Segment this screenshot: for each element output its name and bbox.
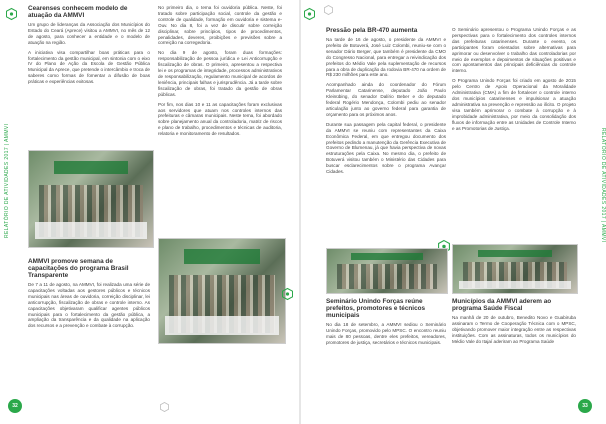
- article-title: Municípios da AMMVI aderem ao programa Saúde Fiscal: [452, 298, 552, 312]
- article-paragraph: Um grupo de lideranças da Associação dos Municípios do Estado do Ceará (Aprece) visitou a AMMVI, no mês de 12 de agosto, para conhecer a entidade e o modelo de atuação na região.: [28, 22, 150, 45]
- article-paragraph: Na manhã de 20 de outubro, Benedito Novo e Guabiruba assinaram o Termo de Cooperação Técnica com o MPSC, objetivando promover maior integração entre as respectivas instituições. Com as assinaturas, todos os municípios do Médio Vale do Itajaí aderiram ao Programa Saúde: [452, 315, 576, 344]
- left-page: [0, 0, 300, 424]
- article-paragraph: No dia 18 de setembro, a AMMVI sediou o Seminário Unindo Forças, promovido pelo MPSC. O encontro reuniu mais de 80 pessoas, dentre eles prefeitos, vereadores, promotores de justiça, secretários e técnicos municipais.: [326, 322, 446, 345]
- page-number-left: 32: [8, 399, 22, 413]
- page-gutter: [299, 0, 301, 424]
- article-saude-fiscal: [452, 298, 576, 349]
- article-title: Seminário Unindo Forças reúne prefeitos, promotores e técnicos municipais: [326, 298, 426, 319]
- article-title: AMMVI promove semana de capacitações do programa Brasil Transparente: [28, 258, 129, 279]
- side-label-right: RELATÓRIO DE ATIVIDADES 2017 | AMMVI: [600, 128, 606, 243]
- photo-aprece-meeting: [28, 150, 154, 248]
- side-label-left: RELATÓRIO DE ATIVIDADES 2017 | AMMVI: [4, 123, 10, 238]
- article-paragraph: O Seminário apresentou o Programa Unindo Forças e as perspectivas para o fortalecimento dos controles internos das prefeituras catarinenses. Durante o evento, os participantes foram orientados sobre alternativas para aprimorar ou desenvolver o trabalho das controladorias por meio de exemplos e depoimentos de situações positivas e com apontamentos das principais deficiências do controle interno.: [452, 27, 576, 74]
- article-paragraph: No primeiro dia, o tema foi ouvidoria pública. Neste, foi tratado sobre participação social, controle da gestão e controle de qualidade, formação em ouvidoria e sistema e-Ouv. No dia 8, foi a vez de discutir sobre correição disciplinar, sobre princípios, tipos de procedimentos, penalidades, deveres, proibições e previsões sobre a correição na corregedoria.: [158, 5, 282, 46]
- article-seminario-unindo-forcas: [326, 298, 446, 350]
- hexagon-icon: [6, 8, 17, 20]
- article-title: Cearenses conhecem modelo de atuação da AMMVI: [28, 5, 128, 19]
- page-number-right: 33: [578, 399, 592, 413]
- article-br470: [326, 27, 446, 179]
- right-page: [300, 0, 600, 424]
- article-paragraph: Acompanhado ainda do coordenador do Fórum Parlamentar Catarinense, deputado João Paulo Kleinübing, do senador Dalírio Beber e do deputado federal Rogério Mendonça, Colombi pediu ao senador articulação junto ao governo federal para garantia de orçamento para os próximos anos.: [326, 82, 446, 117]
- article-paragraph: De 7 a 11 de agosto, na AMMVI, foi realizada uma série de capacitações voltadas aos gestores públicos e técnicos municipais nas áreas de ouvidoria, correição disciplinar, lei anticorrupção, fiscalização de obras e controle interno. As capacitações objetivaram qualificar agentes públicos municipais para o fortalecimento da gestão pública, a ampliação da transparência e da qualidade na aplicação dos recursos e a prevenção e combate à corrupção.: [28, 282, 150, 329]
- article-paragraph: Durante sua passagem pela capital federal, o presidente da AMMVI se reuniu com representantes da Caixa Econômica Federal, em que entregou documento dos prefeitos pedindo a manutenção da Gerência Executiva de Governo de Blumenau, já que havia perspectiva de novas estruturações pela Caixa. No mesmo dia, o prefeito de Botuverá visitou também o Ministério das Cidades para buscar esclarecimentos sobre o programa Avançar Cidades.: [326, 121, 446, 175]
- article-unindo-forcas-program: [452, 27, 576, 135]
- article-paragraph: A iniciativa visa compartilhar boas práticas para o fortalecimento da gestão municipal, em sintonia com o eixo IV do Plano de Ação da Escola de Gestão Pública Municipal da Aprece, que pretende o intercâmbio e troca de saberes como formas de fomentar a difusão de boas práticas e experiências exitosas.: [28, 49, 150, 85]
- article-paragraph: O Programa Unindo Forças foi criado em agosto de 2015 pelo Centro de Apoio Operacional da Moralidade Administrativa (CMA) a fim de fortalecer o controle interno dos municípios catarinenses e impulsionar a atuação administrativa na prevenção e repressão ao ilícito. O projeto visa também aprimorar o combate à corrupção e à improbidade administrativa, por meio da consolidação dos fluxos de informação entre as Unidades de Controle Interno e as Promotorias de Justiça.: [452, 78, 576, 131]
- hexagon-icon: [282, 288, 293, 300]
- article-title: Pressão pela BR-470 aumenta: [326, 27, 418, 34]
- photo-capacitacoes: [158, 238, 286, 344]
- photo-seminario: [326, 248, 448, 294]
- article-brasil-transparente: [28, 258, 150, 333]
- article-aprece-visit: [28, 5, 150, 89]
- photo-saude-fiscal: [452, 244, 578, 294]
- hexagon-icon: [324, 5, 333, 15]
- hexagon-icon: [304, 8, 315, 20]
- article-paragraph: Por fim, nos dias 10 e 11 as capacitações foram exclusivas aos servidores que atuam nos controles internos das prefeituras e câmaras municipais. Neste tema, foi abordado sobre planejamento anual da controladoria, matriz de riscos e plano de trabalho, procedimentos e técnicas de auditoria, relatoria e monitoramento de resultados.: [158, 101, 282, 137]
- article-paragraph: Na tarde de 16 de agosto, o presidente da AMMVI e prefeito de Botuverá, José Luiz Colombi, reuniu-se com o senador Dário Berger, que também é presidente da CMO do Congresso Nacional, para entregar a reivindicação dos prefeitos do Médio Vale pela suplementação de recursos para a obra de duplicação da rodovia BR-470 na ordem de R$ 230 milhões para este ano.: [326, 37, 446, 78]
- article-paragraph: No dia 9 de agosto, foram duas formações: responsabilização de pessoa jurídica e Lei Anticorrupção e fiscalização de obras. O primeiro, apresentou a respectiva lei e os programas de integridade, processos administrativos de responsabilização, regulamento municipal de acordos de leniência, principais falhas e jurisprudência. Já a tarde sobre fiscalização de obras, foi tratado da gestão de obras públicas.: [158, 50, 282, 97]
- hexagon-icon: [160, 402, 169, 412]
- article-capacitacoes-details: [158, 5, 282, 141]
